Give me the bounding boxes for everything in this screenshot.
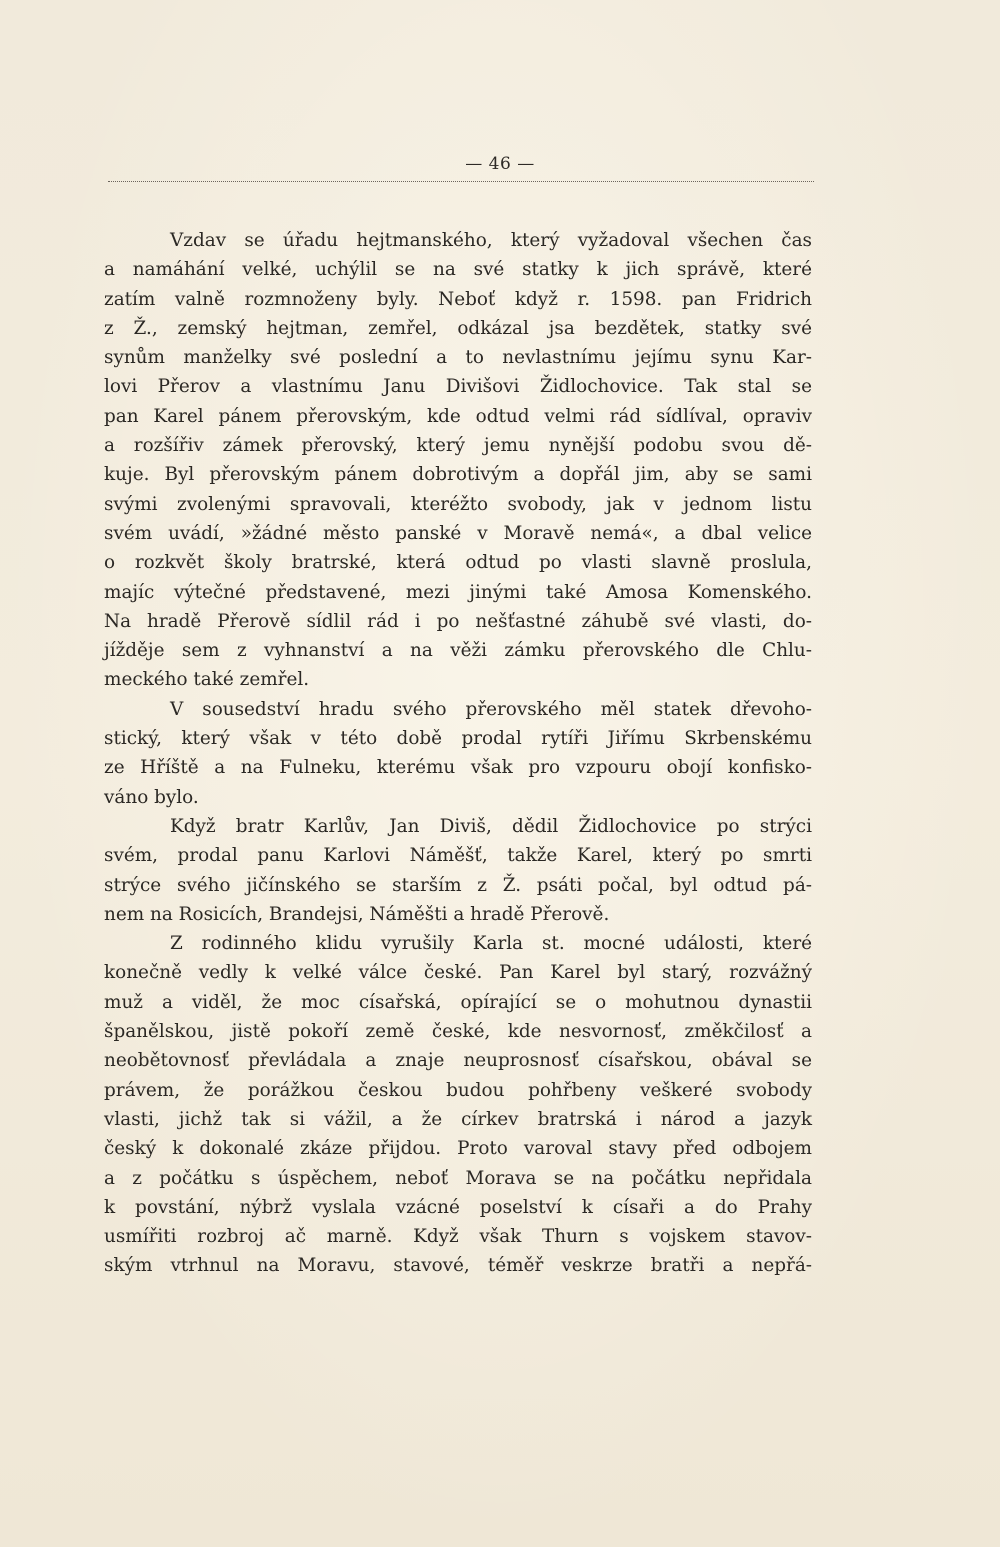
paragraph [104, 226, 812, 695]
text-line: meckého také zemřel. [104, 669, 310, 691]
text-line: zatím valně rozmnoženy byly. Neboť když r. 1598. pan Fridrich [104, 288, 812, 310]
text-line: svém uvádí, »žádné město panské v Moravě nemá«, a dbal velice [104, 522, 812, 544]
text-line: vlasti, jichž tak si vážil, a že církev bratrská i národ a jazyk [104, 1108, 812, 1130]
page-number: — 46 — [465, 154, 535, 174]
paragraph [104, 929, 812, 1281]
text-line: jížděje sem z vyhnanství a na věži zámku přerovského dle Chlu- [104, 640, 812, 662]
text-line: svými zvolenými spravovali, kteréžto svobody, jak v jednom listu [104, 493, 812, 515]
text-line: Vzdav se úřadu hejtmanského, který vyžadoval všechen čas [170, 230, 812, 251]
body-text [104, 226, 812, 1281]
text-line: V sousedství hradu svého přerovského měl statek dřevoho- [170, 698, 812, 720]
text-line: synům manželky své poslední a to nevlastnímu jejímu synu Kar- [104, 347, 812, 369]
text-line: k povstání, nýbrž vyslala vzácné poselství k císaři a do Prahy [104, 1196, 812, 1218]
text-line: usmířiti rozbroj ač marně. Když však Thurn s vojskem stavov- [104, 1226, 812, 1248]
text-line: váno bylo. [104, 786, 199, 808]
text-line: Na hradě Přerově sídlil rád i po nešťastné záhubě své vlasti, do- [104, 610, 812, 632]
text-line: ze Hříště a na Fulneku, kterému však pro vzpouru obojí konfisko- [104, 757, 812, 779]
text-line: právem, že porážkou českou budou pohřbeny veškeré svobody [104, 1079, 812, 1101]
text-line: z Ž., zemský hejtman, zemřel, odkázal jsa bezdětek, statky své [104, 317, 812, 339]
text-line: neobětovnosť převládala a znaje neuprosnosť císařskou, obával se [104, 1050, 812, 1072]
text-line: španělskou, jistě pokoří země české, kde nesvornosť, změkčilosť a [104, 1021, 812, 1043]
text-line: ským vtrhnul na Moravu, stavové, téměř veskrze bratři a nepřá- [104, 1255, 812, 1277]
header-rule [108, 181, 814, 182]
paragraph [104, 812, 812, 929]
text-line: muž a viděl, že moc císařská, opírající se o mohutnou dynastii [104, 991, 812, 1013]
text-line: pan Karel pánem přerovským, kde odtud velmi rád sídlíval, opraviv [104, 405, 812, 427]
text-line: nem na Rosicích, Brandejsi, Náměšti a hradě Přerově. [104, 903, 610, 925]
paragraph [104, 695, 812, 812]
text-line: a rozšířiv zámek přerovský, který jemu nynější podobu svou dě- [104, 435, 812, 457]
text-line: český k dokonalé zkáze přijdou. Proto varoval stavy před odbojem [104, 1138, 812, 1160]
text-line: lovi Přerov a vlastnímu Janu Divišovi Židlochovice. Tak stal se [104, 376, 812, 398]
text-line: Z rodinného klidu vyrušily Karla st. mocné události, které [170, 933, 812, 955]
text-line: kuje. Byl přerovským pánem dobrotivým a dopřál jim, aby se sami [104, 464, 812, 486]
text-line: stický, který však v této době prodal rytíři Jiřímu Skrbenskému [104, 728, 812, 750]
text-line: svém, prodal panu Karlovi Náměšť, takže Karel, který po smrti [104, 845, 812, 867]
text-line: o rozkvět školy bratrské, která odtud po vlasti slavně proslula, [104, 552, 812, 574]
text-line: konečně vedly k velké válce české. Pan Karel byl starý, rozvážný [104, 962, 812, 984]
text-line: a z počátku s úspěchem, neboť Morava se na počátku nepřidala [104, 1167, 812, 1189]
text-line: strýce svého jičínského se starším z Ž. psáti počal, byl odtud pá- [104, 874, 812, 896]
text-line: majíc výtečné představené, mezi jinými také Amosa Komenského. [104, 581, 812, 603]
text-line: Když bratr Karlův, Jan Diviš, dědil Židlochovice po strýci [170, 815, 812, 837]
text-line: a namáhání velké, uchýlil se na své statky k jich správě, které [104, 259, 812, 281]
